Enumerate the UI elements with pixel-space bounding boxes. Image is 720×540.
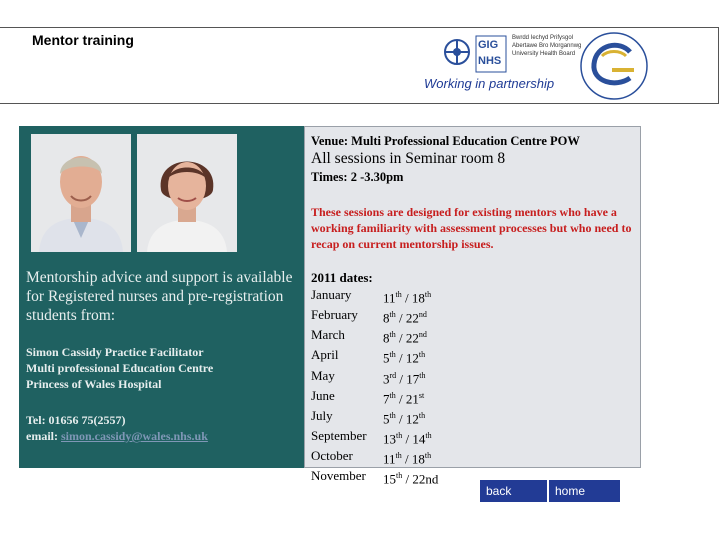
contact-tel-email [26, 412, 301, 444]
date-day: 8 [383, 330, 390, 346]
date-suffix: rd [389, 370, 397, 380]
telephone: Tel: 01656 75(2557) [26, 413, 126, 427]
date-day: 21 [405, 390, 419, 406]
nhs-logo-text: Bwrdd Iechyd Prifysgol Abertawe Bro Morgannwg University Health Board [512, 35, 582, 57]
date-days: 11th / 18th [383, 451, 432, 467]
email-link[interactable]: simon.cassidy@wales.nhs.uk [61, 429, 208, 443]
session-room: All sessions in Seminar room 8 [311, 150, 506, 167]
date-suffix: st [418, 390, 425, 400]
back-button[interactable]: back [480, 480, 547, 502]
dates-heading: 2011 dates: [311, 270, 373, 285]
date-day: 12 [405, 350, 419, 366]
date-days: 11th / 18th [383, 290, 432, 306]
date-days: 13th / 14th [383, 430, 432, 447]
date-month: March [311, 327, 345, 343]
date-suffix: th [389, 390, 396, 400]
date-row [311, 388, 438, 408]
date-day: 3 [383, 370, 390, 386]
date-month: April [311, 347, 339, 363]
date-day: 12 [405, 411, 419, 427]
date-month: July [311, 407, 333, 423]
date-day: 22 [405, 330, 419, 346]
dates-table [311, 287, 438, 488]
date-day: 22 [405, 310, 419, 326]
date-day: 13 [383, 431, 396, 447]
date-suffix: nd [418, 310, 427, 320]
svg-text:NHS: NHS [478, 55, 502, 67]
date-suffix: th [395, 290, 402, 299]
date-suffix: th [389, 310, 396, 320]
date-month: May [311, 367, 335, 383]
svg-text:GIG: GIG [478, 39, 499, 51]
date-month: September [311, 427, 367, 443]
date-suffix: nd [418, 330, 427, 340]
date-days: 5th / 12th [383, 410, 426, 427]
session-times: Times: 2 -3.30pm [311, 170, 404, 184]
date-suffix: th [389, 410, 396, 420]
date-day: 11 [383, 290, 396, 306]
date-row [311, 448, 438, 468]
date-suffix: th [396, 471, 403, 481]
date-day: 18 [411, 290, 425, 306]
partnership-tagline: Working in partnership [424, 76, 555, 91]
date-days: 8th / 22nd [383, 330, 427, 346]
photo-mentor-male [31, 134, 131, 252]
date-day: 18 [411, 451, 425, 467]
photo-mentor-female [137, 134, 237, 252]
date-days: 15th / 22nd [383, 471, 439, 487]
date-month: June [311, 387, 335, 403]
date-days: 8th / 22nd [383, 310, 427, 326]
date-day: 11 [383, 451, 396, 467]
date-days: 5th / 12th [383, 350, 426, 366]
date-day: 7 [383, 390, 390, 406]
date-row [311, 408, 438, 428]
date-day: 14 [412, 431, 426, 447]
date-suffix: th [425, 430, 432, 440]
date-row [311, 368, 438, 388]
date-day: 8 [383, 310, 390, 326]
session-info-panel [304, 126, 641, 487]
session-notice: These sessions are designed for existing mentors who have a working familiarity with assessment processes but who need to recap on current mentorship issues. [311, 205, 632, 251]
date-month: October [311, 448, 353, 463]
left-info-panel [19, 126, 304, 468]
mentorship-intro: Mentorship advice and support is available for Registered nurses and pre-registration students from: [26, 269, 293, 324]
date-day: 5 [383, 411, 390, 427]
date-suffix: th [389, 330, 396, 340]
date-row [311, 287, 438, 307]
home-button[interactable]: home [549, 480, 620, 502]
date-row [311, 347, 438, 367]
date-row [311, 327, 438, 347]
university-logo [572, 30, 656, 102]
email-label: email: [26, 429, 58, 443]
venue: Venue: Multi Professional Education Centre POW [311, 134, 580, 148]
date-row [311, 468, 438, 488]
date-month: November [311, 468, 366, 484]
date-days: 3rd / 17th [383, 370, 426, 386]
contact-details: Simon Cassidy Practice Facilitator Multi professional Education Centre Princess of Wales Hospital [26, 345, 214, 391]
date-day: 5 [383, 350, 390, 366]
date-suffix: th [418, 350, 426, 360]
date-suffix: th [395, 451, 402, 460]
date-day: 17 [406, 370, 420, 386]
date-suffix: th [424, 290, 432, 299]
date-day: 15 [383, 471, 396, 487]
date-suffix: th [389, 350, 396, 360]
date-days: 7th / 21st [383, 390, 425, 406]
date-row [311, 428, 438, 448]
date-suffix: th [396, 430, 403, 440]
date-day: 22nd [412, 471, 439, 487]
date-row [311, 307, 438, 327]
page-title: Mentor training [32, 32, 134, 48]
date-month: January [311, 287, 352, 302]
date-month: February [311, 307, 358, 323]
date-suffix: th [418, 410, 426, 420]
date-suffix: th [419, 370, 426, 380]
date-suffix: th [424, 451, 432, 460]
